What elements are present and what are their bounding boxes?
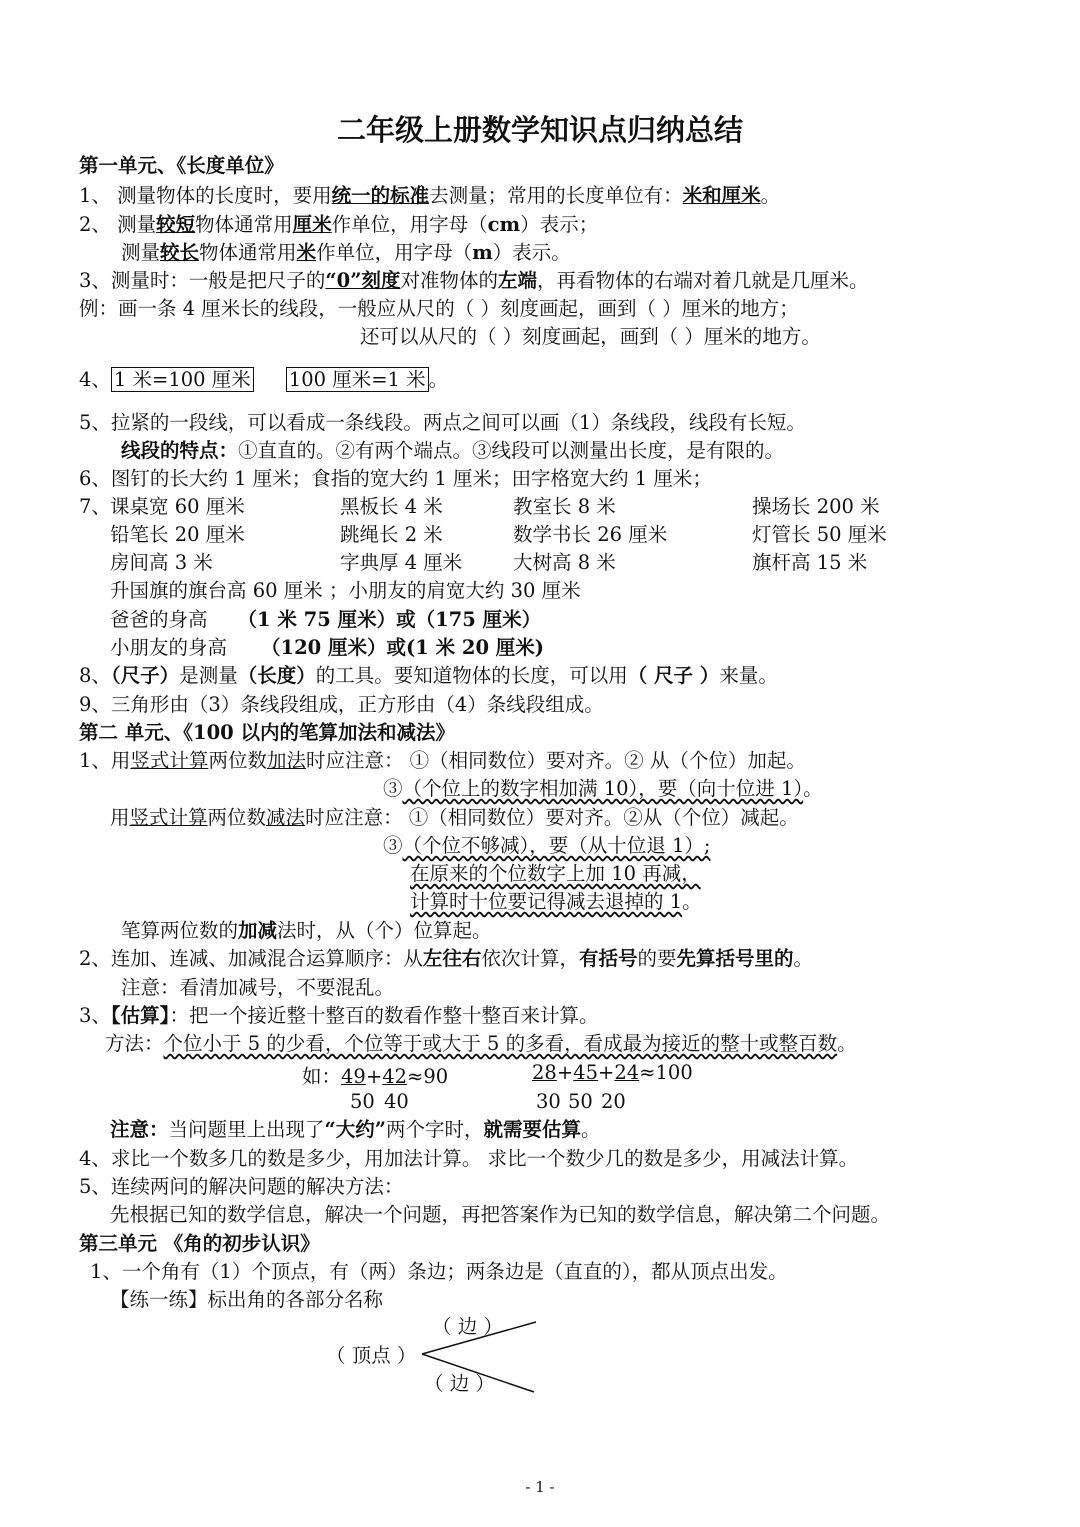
estimate-example-2: 28+45+24≈100 xyxy=(532,1061,693,1084)
unit1-item2: 2、 测量较短物体通常用厘米作单位，用字母（cm）表示； xyxy=(79,213,599,236)
unit2-item1-addition-note: ③（个位上的数字相加满 10），要（向十位进 1）。 xyxy=(383,777,823,800)
unit1-item7f: 小朋友的身高 （120 厘米）或(1 米 20 厘米) xyxy=(110,636,545,659)
grid-cell: 铅笔长 20 厘米 xyxy=(110,523,245,546)
unit1-item7d: 升国旗的旗台高 60 厘米 ；小朋友的肩宽大约 30 厘米 xyxy=(110,579,581,602)
unit1-item5: 5、拉紧的一段线，可以看成一条线段。两点之间可以画（1）条线段，线段有长短。 xyxy=(79,411,806,434)
estimate-example-1-rounded-b: 40 xyxy=(384,1090,409,1113)
angle-label-side-top: （ 边 ） xyxy=(432,1315,503,1338)
angle-label-vertex: （ 顶点 ） xyxy=(326,1344,417,1367)
unit1-example-2: 还可以从尺的（ ）刻度画起，画到（ ）厘米的地方。 xyxy=(360,325,821,348)
unit1-item7-number: 7、 xyxy=(79,495,111,518)
page-title: 二年级上册数学知识点归纳总结 xyxy=(336,113,743,147)
unit1-item5b: 线段的特点：①直直的。②有两个端点。③线段可以测量出长度，是有限的。 xyxy=(121,439,785,462)
unit2-item2: 2、连加、连减、加减混合运算顺序：从左往右依次计算，有括号的要先算括号里的。 xyxy=(79,947,814,970)
grid-cell: 操场长 200 米 xyxy=(752,495,880,518)
unit2-estimate-note: 注意：当问题里上出现了“大约”两个字时，就需要估算。 xyxy=(110,1118,601,1141)
unit1-item3: 3、测量时：一般是把尺子的“0”刻度对准物体的左端，再看物体的右端对着几就是几厘米。 xyxy=(79,269,869,292)
grid-cell: 旗杆高 15 米 xyxy=(752,551,868,574)
estimate-example-2-rounded-b: 50 xyxy=(568,1090,593,1113)
unit2-item5-detail: 先根据已知的数学信息，解决一个问题，再把答案作为已知的数学信息，解决第二个问题。 xyxy=(110,1203,891,1226)
unit3-heading: 第三单元 《角的初步认识》 xyxy=(79,1232,320,1255)
unit2-heading: 第二 单元、《100 以内的笔算加法和减法》 xyxy=(79,721,456,744)
estimate-example-1: 如：49+42≈90 xyxy=(302,1065,449,1088)
unit2-item1-subtraction: 用竖式计算两位数减法时应注意： ①（相同数位）要对齐。②从（个位）减起。 xyxy=(110,806,799,829)
unit1-item6: 6、图钉的长大约 1 厘米；食指的宽大约 1 厘米；田字格宽大约 1 厘米； xyxy=(79,467,712,490)
grid-cell: 课桌宽 60 厘米 xyxy=(110,495,245,518)
unit3-item1: 1、一个角有（1）个顶点，有（两）条边；两条边是（直直的），都从顶点出发。 xyxy=(90,1260,788,1283)
grid-cell: 房间高 3 米 xyxy=(110,551,213,574)
unit1-example-1: 例：画一条 4 厘米长的线段，一般应从尺的（ ）刻度画起，画到（ ）厘米的地方； xyxy=(79,297,799,320)
unit1-item8: 8、（尺子）是测量（长度）的工具。要知道物体的长度，可以用（ 尺子 ）来量。 xyxy=(79,664,778,687)
unit3-practice: 【练一练】标出角的各部分名称 xyxy=(110,1288,384,1311)
unit2-item3: 3、【估算】：把一个接近整十整百的数看作整十整百来计算。 xyxy=(79,1004,599,1027)
unit2-item2-note: 注意：看清加减号，不要混乱。 xyxy=(121,976,395,999)
unit2-item3-method: 方法：个位小于 5 的少看，个位等于或大于 5 的多看，看成最为接近的整十或整百数。 xyxy=(105,1032,857,1055)
unit2-item4: 4、求比一个数多几的数是多少，用加法计算。 求比一个数少几的数是多少，用减法计算。 xyxy=(79,1147,859,1170)
grid-cell: 教室长 8 米 xyxy=(513,495,616,518)
grid-cell: 跳绳长 2 米 xyxy=(340,523,443,546)
unit1-item4: 4、 1 米=100 厘米 100 厘米=1 米 。 xyxy=(79,368,449,391)
unit1-heading: 第一单元、《长度单位》 xyxy=(79,154,284,177)
grid-cell: 大树高 8 米 xyxy=(513,551,616,574)
angle-label-side-bottom: （ 边 ） xyxy=(424,1372,495,1395)
grid-cell: 数学书长 26 厘米 xyxy=(513,523,668,546)
unit1-item9: 9、三角形由（3）条线段组成，正方形由（4）条线段组成。 xyxy=(79,693,604,716)
unit2-item5: 5、连续两问的解决问题的解决方法： xyxy=(79,1175,404,1198)
estimate-example-2-rounded-a: 30 xyxy=(536,1090,561,1113)
grid-cell: 字典厚 4 厘米 xyxy=(340,551,463,574)
unit2-item1-subtraction-note: ③（个位不够减），要（从十位退 1）; xyxy=(383,834,711,857)
grid-cell: 黑板长 4 米 xyxy=(340,495,443,518)
conversion-box-1: 1 米=100 厘米 xyxy=(111,367,254,392)
unit2-item1-subtraction-note-2: 在原来的个位数字上加 10 再减， xyxy=(410,862,701,885)
estimate-example-2-rounded-c: 20 xyxy=(601,1090,626,1113)
conversion-box-2: 100 厘米=1 米 xyxy=(286,367,429,392)
page-number: - 1 - xyxy=(525,1478,555,1496)
grid-cell: 灯管长 50 厘米 xyxy=(752,523,887,546)
unit2-item1-addition: 1、用竖式计算两位数加法时应注意： ①（相同数位）要对齐。② 从（个位）加起。 xyxy=(79,749,806,772)
unit2-item1-subtraction-note-3: 计算时十位要记得减去退掉的 1。 xyxy=(410,890,702,913)
unit2-item1-start-digit: 笔算两位数的加减法时，从（个）位算起。 xyxy=(121,919,492,942)
unit1-item2b: 测量较长物体通常用米作单位，用字母（m）表示。 xyxy=(121,241,571,264)
unit1-item7e: 爸爸的身高 （1 米 75 厘米）或（175 厘米） xyxy=(110,608,542,631)
estimate-example-1-rounded-a: 50 xyxy=(350,1090,375,1113)
unit1-item1: 1、 测量物体的长度时，要用统一的标准去测量；常用的长度单位有：米和厘米。 xyxy=(79,184,781,207)
